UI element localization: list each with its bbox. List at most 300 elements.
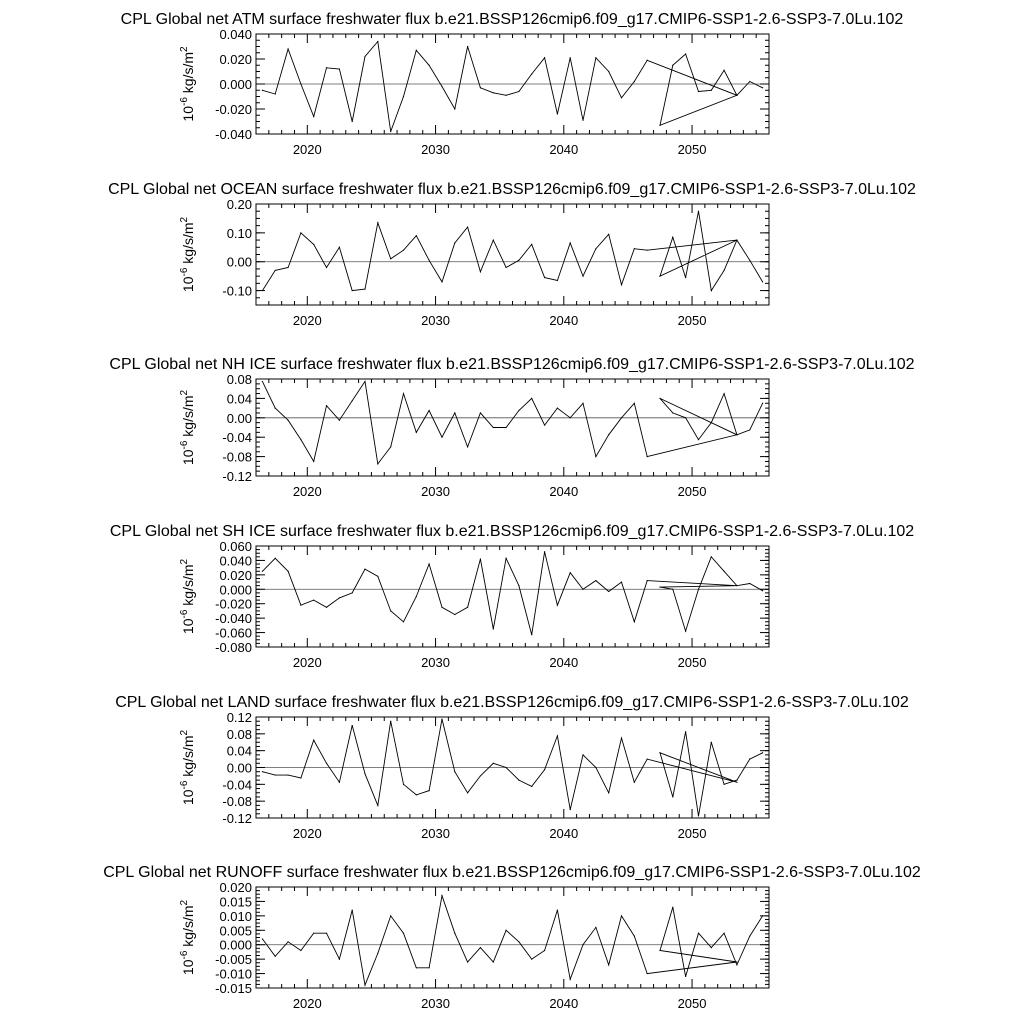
data-point (544, 950, 545, 951)
x-tick-label: 2030 (421, 313, 451, 328)
chart-panel-2 (108, 181, 916, 328)
data-point (595, 456, 596, 457)
data-point (467, 961, 468, 962)
data-point (531, 244, 532, 245)
data-point (608, 792, 609, 793)
data-point (659, 276, 660, 277)
y-axis-label-part: 10 (180, 618, 196, 635)
x-tick-label: 2020 (292, 655, 322, 670)
y-axis-label-part: kg/s/m (180, 735, 196, 777)
data-point (621, 417, 622, 418)
data-point (262, 771, 263, 772)
data-point (300, 232, 301, 233)
data-point (634, 403, 635, 404)
x-tick-label: 2030 (421, 484, 451, 499)
data-point (416, 235, 417, 236)
data-point (749, 583, 750, 584)
y-axis-label-part: 2 (179, 216, 190, 223)
data-point (531, 73, 532, 74)
data-point (275, 558, 276, 559)
data-point (352, 400, 353, 401)
data-point (659, 752, 660, 753)
y-axis-label-part: -6 (179, 609, 190, 619)
data-point (711, 947, 712, 948)
data-point (416, 432, 417, 433)
y-axis-label-part: -6 (179, 950, 190, 960)
data-point (595, 927, 596, 928)
data-point (505, 558, 506, 559)
data-point (454, 108, 455, 109)
data-point (762, 752, 763, 753)
y-tick-label: 0.00 (226, 254, 252, 270)
data-point (647, 580, 648, 581)
y-axis-label-part: 2 (179, 729, 190, 736)
data-point (647, 758, 648, 759)
y-tick-label: -0.005 (215, 952, 252, 968)
y-tick-label: -0.040 (215, 611, 252, 627)
plot-frame (256, 887, 769, 988)
data-point (672, 907, 673, 908)
x-tick-label: 2040 (549, 484, 579, 499)
chart-title: CPL Global net ATM surface freshwater flux b.e21.BSSP126cmip6.f09_g17.CMIP6-SSP1-2.6-SSP3-7.0Lu.102 (120, 11, 904, 28)
data-point (287, 774, 288, 775)
data-point (659, 587, 660, 588)
data-point (505, 95, 506, 96)
y-tick-label: 0.04 (226, 743, 252, 759)
data-point (403, 784, 404, 785)
series-line (262, 42, 762, 132)
data-point (557, 280, 558, 281)
data-point (582, 403, 583, 404)
x-tick-label: 2050 (677, 484, 707, 499)
data-point (582, 754, 583, 755)
data-point (518, 585, 519, 586)
data-point (531, 634, 532, 635)
y-tick-label: 0.010 (219, 908, 252, 924)
y-axis-label-part: 2 (179, 389, 190, 396)
data-point (595, 57, 596, 58)
y-tick-label: -0.010 (215, 966, 252, 982)
data-point (736, 964, 737, 965)
data-point (416, 794, 417, 795)
data-point (441, 437, 442, 438)
data-point (364, 56, 365, 57)
data-point (339, 68, 340, 69)
data-point (557, 408, 558, 409)
data-point (672, 237, 673, 238)
y-tick-label: 0.10 (226, 225, 252, 241)
y-tick-label: -0.040 (215, 127, 252, 142)
data-point (339, 597, 340, 598)
data-point (326, 405, 327, 406)
y-tick-label: 0.020 (219, 52, 252, 67)
data-point (698, 589, 699, 590)
data-point (300, 950, 301, 951)
data-point (595, 580, 596, 581)
chart-title: CPL Global net RUNOFF surface freshwater flux b.e21.BSSP126cmip6.f09_g17.CMIP6-SSP1-2.6-SSP3-7.0Lu.102 (103, 864, 921, 881)
y-axis-label-part: -6 (179, 780, 190, 790)
y-axis-label-part: 10 (180, 789, 196, 806)
y-axis-label-part: kg/s/m (180, 51, 196, 94)
y-axis-label (179, 216, 196, 292)
data-point (557, 909, 558, 910)
y-tick-label: 0.08 (226, 726, 252, 742)
data-point (313, 600, 314, 601)
data-point (480, 947, 481, 948)
data-point (493, 628, 494, 629)
y-tick-label: 0.12 (226, 710, 252, 725)
data-point (518, 91, 519, 92)
x-tick-label: 2050 (677, 313, 707, 328)
data-point (287, 571, 288, 572)
data-point (339, 420, 340, 421)
x-tick-label: 2020 (292, 313, 322, 328)
data-point (557, 605, 558, 606)
y-tick-label: 0.020 (219, 880, 252, 895)
data-point (275, 93, 276, 94)
y-tick-label: 0.020 (219, 567, 252, 583)
data-point (608, 434, 609, 435)
data-point (711, 90, 712, 91)
y-tick-label: 0.000 (219, 582, 252, 598)
data-point (403, 250, 404, 251)
data-point (672, 412, 673, 413)
chart-title: CPL Global net OCEAN surface freshwater flux b.e21.BSSP126cmip6.f09_g17.CMIP6-SSP1-2.6-SSP3-7.0Lu.102 (108, 181, 916, 198)
data-point (570, 572, 571, 573)
data-point (300, 439, 301, 440)
data-point (621, 581, 622, 582)
y-tick-label: -0.10 (222, 283, 252, 299)
y-tick-label: 0.00 (226, 410, 252, 426)
data-point (275, 270, 276, 271)
data-point (403, 96, 404, 97)
data-point (608, 71, 609, 72)
data-point (672, 589, 673, 590)
data-point (518, 780, 519, 781)
chart-panel-1 (121, 11, 904, 157)
data-point (711, 422, 712, 423)
data-point (429, 410, 430, 411)
y-axis-label-part: kg/s/m (180, 564, 196, 606)
data-point (429, 563, 430, 564)
data-point (698, 91, 699, 92)
y-tick-label: -0.060 (215, 625, 252, 641)
data-point (429, 967, 430, 968)
data-point (377, 222, 378, 223)
data-point (608, 964, 609, 965)
data-point (441, 607, 442, 608)
data-point (352, 121, 353, 122)
data-point (762, 915, 763, 916)
data-point (403, 933, 404, 934)
y-axis-label-part: 10 (180, 959, 196, 976)
data-point (749, 758, 750, 759)
data-point (390, 258, 391, 259)
x-tick-label: 2040 (549, 826, 579, 841)
y-tick-label: -0.020 (215, 102, 252, 117)
y-tick-label: -0.015 (215, 981, 252, 996)
y-axis-label-part: 10 (180, 106, 196, 122)
data-point (711, 556, 712, 557)
data-point (736, 95, 737, 96)
data-point (493, 239, 494, 240)
data-point (313, 116, 314, 117)
data-point (736, 239, 737, 240)
data-point (326, 933, 327, 934)
chart-title: CPL Global net NH ICE surface freshwater flux b.e21.BSSP126cmip6.f09_g17.CMIP6-SSP1-2.6-SSP3-7.0Lu.102 (109, 356, 915, 373)
y-axis-label (179, 389, 196, 465)
data-point (352, 909, 353, 910)
data-point (698, 211, 699, 212)
y-tick-label: 0.015 (219, 894, 252, 910)
data-point (339, 247, 340, 248)
data-point (634, 782, 635, 783)
data-point (339, 959, 340, 960)
data-point (608, 591, 609, 592)
chart-panel-6 (103, 864, 921, 1011)
data-point (262, 571, 263, 572)
data-point (454, 614, 455, 615)
data-point (403, 621, 404, 622)
data-point (377, 463, 378, 464)
data-point (390, 131, 391, 132)
data-point (518, 410, 519, 411)
data-point (544, 769, 545, 770)
data-point (467, 792, 468, 793)
y-axis-label-part: kg/s/m (180, 395, 196, 437)
data-point (544, 424, 545, 425)
y-tick-label: -0.080 (215, 640, 252, 655)
data-point (287, 267, 288, 268)
data-point (505, 767, 506, 768)
data-point (262, 938, 263, 939)
data-point (659, 398, 660, 399)
data-point (313, 740, 314, 741)
x-tick-label: 2020 (292, 826, 322, 841)
data-point (377, 41, 378, 42)
data-point (505, 427, 506, 428)
y-axis-label-part: 2 (179, 558, 190, 565)
data-point (570, 809, 571, 810)
data-point (287, 941, 288, 942)
data-point (647, 456, 648, 457)
x-tick-label: 2050 (677, 826, 707, 841)
data-point (480, 558, 481, 559)
data-point (570, 417, 571, 418)
y-tick-label: 0.000 (219, 77, 252, 92)
data-point (262, 290, 263, 291)
data-point (724, 933, 725, 934)
data-point (352, 290, 353, 291)
data-point (467, 226, 468, 227)
data-point (711, 290, 712, 291)
data-point (647, 973, 648, 974)
data-point (621, 915, 622, 916)
data-point (724, 393, 725, 394)
data-point (416, 596, 417, 597)
data-point (582, 120, 583, 121)
data-point (352, 725, 353, 726)
data-point (762, 87, 763, 88)
data-point (736, 434, 737, 435)
data-point (493, 427, 494, 428)
y-axis-label-part: -6 (179, 267, 190, 277)
y-tick-label: 0.20 (226, 197, 252, 212)
data-point (493, 763, 494, 764)
data-point (685, 731, 686, 732)
y-axis-label-part: -6 (179, 440, 190, 450)
data-point (416, 50, 417, 51)
data-point (390, 446, 391, 447)
y-axis-label (179, 46, 196, 122)
data-point (685, 976, 686, 977)
y-axis-label-part: 10 (180, 276, 196, 293)
data-point (364, 289, 365, 290)
data-point (698, 933, 699, 934)
y-tick-label: 0.060 (219, 539, 252, 554)
y-tick-label: 0.04 (226, 391, 252, 407)
data-point (505, 930, 506, 931)
y-tick-label: -0.08 (222, 794, 252, 810)
series-line (262, 896, 762, 985)
data-point (429, 790, 430, 791)
data-point (326, 67, 327, 68)
x-tick-label: 2050 (677, 996, 707, 1011)
data-point (647, 60, 648, 61)
data-point (724, 70, 725, 71)
data-point (467, 446, 468, 447)
data-point (275, 774, 276, 775)
y-tick-label: -0.12 (222, 469, 252, 484)
x-tick-label: 2030 (421, 996, 451, 1011)
data-point (377, 805, 378, 806)
data-point (711, 742, 712, 743)
data-point (698, 439, 699, 440)
data-point (531, 786, 532, 787)
y-axis-label-part: 2 (179, 46, 190, 52)
data-point (454, 412, 455, 413)
x-tick-label: 2030 (421, 655, 451, 670)
data-point (441, 281, 442, 282)
data-point (352, 592, 353, 593)
data-point (736, 961, 737, 962)
data-point (544, 551, 545, 552)
data-point (364, 568, 365, 569)
data-point (621, 97, 622, 98)
x-tick-label: 2040 (549, 996, 579, 1011)
y-axis-label (179, 558, 196, 634)
data-point (570, 242, 571, 243)
data-point (724, 270, 725, 271)
data-point (672, 65, 673, 66)
data-point (313, 244, 314, 245)
y-tick-label: 0.00 (226, 760, 252, 776)
x-tick-label: 2050 (677, 655, 707, 670)
data-point (736, 782, 737, 783)
data-point (621, 284, 622, 285)
x-tick-label: 2030 (421, 142, 451, 157)
y-axis-label-part: 10 (180, 449, 196, 466)
data-point (531, 959, 532, 960)
data-point (685, 53, 686, 54)
x-tick-label: 2040 (549, 655, 579, 670)
data-point (441, 895, 442, 896)
data-point (493, 961, 494, 962)
chart-title: CPL Global net SH ICE surface freshwater flux b.e21.BSSP126cmip6.f09_g17.CMIP6-SSP1-2.6-SSP3-7.0Lu.102 (109, 523, 915, 540)
plot-frame (256, 546, 769, 647)
data-point (762, 403, 763, 404)
data-point (505, 267, 506, 268)
data-point (595, 767, 596, 768)
data-point (570, 57, 571, 58)
data-point (749, 260, 750, 261)
data-point (390, 915, 391, 916)
data-point (364, 985, 365, 986)
data-point (749, 429, 750, 430)
data-point (275, 956, 276, 957)
data-point (762, 590, 763, 591)
x-tick-label: 2020 (292, 996, 322, 1011)
y-tick-label: -0.08 (222, 449, 252, 465)
data-point (480, 271, 481, 272)
data-point (672, 796, 673, 797)
y-tick-label: 0.000 (219, 937, 252, 953)
y-tick-label: 0.040 (219, 553, 252, 569)
y-axis-label (179, 729, 196, 805)
plot-frame (256, 379, 769, 476)
data-point (454, 933, 455, 934)
data-point (621, 737, 622, 738)
data-point (634, 248, 635, 249)
x-tick-label: 2020 (292, 142, 322, 157)
data-point (429, 260, 430, 261)
data-point (724, 784, 725, 785)
data-point (416, 967, 417, 968)
data-point (403, 393, 404, 394)
data-point (582, 944, 583, 945)
data-point (429, 65, 430, 66)
data-point (634, 621, 635, 622)
data-point (608, 234, 609, 235)
data-point (518, 260, 519, 261)
data-point (313, 933, 314, 934)
data-point (467, 46, 468, 47)
data-point (634, 81, 635, 82)
data-point (762, 281, 763, 282)
data-point (326, 607, 327, 608)
data-point (659, 950, 660, 951)
y-tick-label: 0.005 (219, 923, 252, 939)
y-axis-label-part: 2 (179, 899, 190, 906)
data-point (377, 953, 378, 954)
y-tick-label: 0.040 (219, 27, 252, 42)
data-point (326, 763, 327, 764)
data-point (582, 589, 583, 590)
y-tick-label: -0.04 (222, 430, 252, 446)
data-point (480, 775, 481, 776)
y-axis-label (179, 899, 196, 975)
y-tick-label: -0.020 (215, 596, 252, 612)
data-point (326, 267, 327, 268)
x-tick-label: 2040 (549, 313, 579, 328)
data-point (544, 277, 545, 278)
data-point (595, 248, 596, 249)
data-point (287, 48, 288, 49)
series-line (262, 211, 762, 290)
data-point (647, 250, 648, 251)
data-point (454, 771, 455, 772)
data-point (749, 935, 750, 936)
